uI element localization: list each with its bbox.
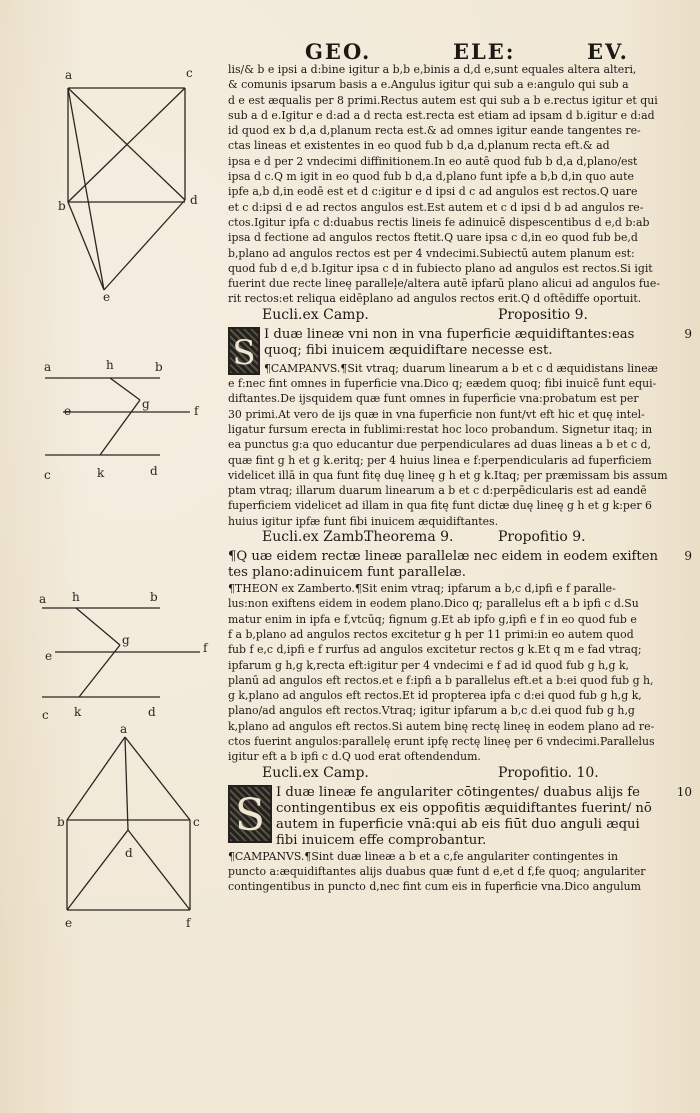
heading-theorem: Theorema 9.: [364, 529, 454, 546]
fig4-label-d: d: [125, 846, 133, 860]
fig3-label-c: c: [42, 708, 49, 722]
campanus-commentary-9: [228, 361, 668, 529]
text-line: matur enim in ipfa e f,vtcūq; fignum g.Et ab ipfo g,ipfi e f in eo quod fub e: [228, 612, 637, 626]
fig3-label-d: d: [148, 705, 156, 719]
text-line: quæ fint g h et g k.eritq; per 4 huius linea e f:perpendicularis ad fuperficiem: [228, 453, 652, 467]
text-line: ipfarum g h,g k,recta eft:igitur per 4 vndecimi e f ad id quod fub g h,g k,: [228, 658, 630, 672]
text-line: d e est æqualis per 8 primi.Rectus autem est qui sub a b e.rectus igitur et qui: [228, 93, 658, 107]
fig1-label-d: d: [190, 193, 198, 207]
proposition-line: quoq; fibi inuicem æquidiftare necesse est.: [264, 342, 553, 358]
text-line: ctos.Igitur ipfa c d:duabus rectis lineis fe adinuicē dispescentibus d e,d b:ab: [228, 215, 650, 229]
text-line: 30 primi.At vero de ijs quæ in vna fuperficie non funt/vt eft hic et quę intel-: [228, 407, 645, 421]
heading-proposition: Propofitio 9.: [498, 529, 586, 546]
proposition-10-campanus: [228, 784, 692, 849]
text-line: puncto a:æquidiftantes alijs duabus quæ funt d e,et d f,fe quoq; angulariter: [228, 864, 646, 878]
text-line: ipsa d c.Q m igit in eo quod fub b d,a d,plano funt ipfe a b,b d,in quo aute: [228, 170, 634, 184]
figure-4: [67, 737, 190, 910]
header-left: GEO.: [305, 39, 372, 64]
header-right: EV.: [587, 39, 629, 64]
text-line: ¶CAMPANVS.¶Sint duæ lineæ a b et a c,fe angulariter contingentes in: [228, 849, 619, 863]
proposition-line: I duæ lineæ fe angulariter cōtingentes/ duabus alijs fe: [276, 784, 640, 800]
fig2-label-b: b: [155, 360, 163, 374]
figure-1: [68, 88, 185, 290]
text-line: e f:nec fint omnes in fuperficie vna.Dico q; eædem quoq; fibi inuicē funt equi-: [228, 377, 657, 391]
proposition-9-zamberto: [228, 549, 692, 581]
intro-paragraph: [228, 62, 668, 307]
text-line: igitur eft a b ipfi c d.Q uod erat oftendendum.: [228, 750, 481, 764]
text-line: g k,plano ad angulos eft rectos.Et id propterea ipfa c d:ei quod fub g h,g k,: [228, 689, 642, 703]
text-line: quod fub d e,d b.Igitur ipsa c d in fubiecto plano ad angulos est rectos.Si igit: [228, 261, 653, 275]
text-line: ctos fuerint angulos:parallelę erunt ipfę rectę lineę per 6 vndecimi.Parallelus: [228, 734, 655, 748]
text-line: ipfe a,b d,in eodē est et d c:igitur e d ipsi d c ad angulos est rectos.Q uare: [228, 185, 638, 199]
margin-number: 9: [684, 549, 692, 564]
text-line: ligatur fursum erecta in fublimi:restat hoc loco probandum. Signetur itaq; in: [228, 422, 653, 436]
text-line: id quod ex b d,a d,planum recta est.& ad omnes igitur eande tangentes re-: [228, 124, 641, 138]
fig2-label-c: c: [44, 468, 51, 482]
text-line: lis/& b e ipsi a d:bine igitur a b,b e,binis a d,d e,sunt equales altera alteri,: [228, 63, 637, 76]
text-line: & comunis ipsarum basis a e.Angulus igitur qui sub a e:angulo qui sub a: [228, 78, 629, 92]
fig2-label-f: f: [194, 404, 199, 418]
fig1-label-b: b: [58, 199, 66, 213]
text-line: et c d:ipsi d e ad rectos angulos est.Est autem et c d ipsi d b ad angulos re-: [228, 200, 644, 214]
fig4-label-a: a: [120, 722, 128, 736]
heading-source: Eucli.ex Camp.: [262, 306, 369, 323]
section-heading-9-campanus: [228, 308, 668, 327]
fig3-label-h: h: [72, 590, 80, 604]
text-column: [228, 62, 692, 894]
figures-column: [0, 0, 230, 1113]
proposition-line: contingentibus ex eis oppofitis æquidiftantes fuerint/ nō: [276, 800, 652, 816]
text-line: fuperficiem videlicet ad illam in qua fitę funt dictæ duę lineę g h et g k:per 6: [228, 499, 652, 513]
fig3-label-g: g: [122, 633, 130, 647]
text-line: plano/ad angulos eft rectos.Vtraq; igitur ipfarum a b,c d.ei quod fub g h,g: [228, 704, 635, 718]
text-line: sub a d e.Igitur e d:ad a d recta est.recta est etiam ad ipsam d b.igitur e d:ad: [228, 108, 655, 122]
theon-commentary-9: [228, 581, 668, 765]
campanus-commentary-10: [228, 849, 668, 895]
fig2-label-h: h: [106, 358, 114, 372]
proposition-line: I duæ lineæ vni non in vna fuperficie æquidiftantes:eas: [264, 326, 635, 342]
text-line: rit rectos:et reliqua eidēplano ad angulos rectos erit.Q d oftēdiffe oportuit.: [228, 292, 642, 306]
fig3-label-e: e: [45, 649, 53, 663]
header-middle: ELE:: [453, 39, 516, 64]
fig3-label-k: k: [74, 705, 82, 719]
proposition-line: fibi inuicem effe comprobantur.: [276, 832, 487, 848]
text-line: b,plano ad angulos rectos est per 4 vndecimi.Subiectū autem planum est:: [228, 246, 635, 260]
heading-source: Eucli.ex Camp.: [262, 764, 369, 781]
fig2-label-d: d: [150, 464, 158, 478]
fig3-label-b: b: [150, 590, 158, 604]
margin-number: 9: [684, 326, 692, 341]
text-line: ea punctus g:a quo educantur due perpendiculares ad duas lineas a b et c d,: [228, 438, 651, 452]
text-line: k,plano ad angulos eft rectos.Si autem binę rectę lineę in eodem plano ad re-: [228, 719, 655, 733]
heading-proposition: [498, 766, 599, 781]
text-line: contingentibus in puncto d,nec fint cum eis in fuperficie vna.Dico angulum: [228, 880, 641, 894]
text-line: f a b,plano ad angulos rectos excitetur g h per 11 primi:in eo autem quod: [228, 627, 634, 641]
fig2-label-g: g: [142, 397, 150, 411]
heading-proposition-number: 10.: [576, 764, 599, 781]
heading-proposition-word: Propofitio.: [498, 764, 573, 781]
proposition-9-campanus: [228, 326, 692, 375]
fig1-label-a: a: [65, 68, 73, 82]
text-line: ipsa e d per 2 vndecimi diffinitionem.In eo autē quod fub b d,a d,plano/est: [228, 154, 638, 168]
figure-3: [42, 608, 200, 697]
text-line: huius igitur ipfæ funt fibi inuicem æquidiftantes.: [228, 514, 499, 528]
heading-proposition: Propositio 9.: [498, 306, 588, 323]
text-line: lus:non exiftens eidem in eodem plano.Dico q; parallelus eft a b ipfi c d.Su: [228, 597, 639, 611]
text-line: diftantes.De ijsquidem quæ funt omnes in fuperficie vna:probatum est per: [228, 392, 639, 406]
fig4-label-b: b: [57, 815, 65, 829]
dropcap-s: S: [228, 327, 260, 375]
fig4-label-c: c: [193, 815, 200, 829]
fig2-label-a: a: [44, 360, 52, 374]
fig2-label-e: e: [64, 404, 72, 418]
proposition-line: autem in fuperficie vnā:qui ab eis fiūt duo anguli æqui: [276, 816, 640, 832]
fig1-label-c: c: [186, 66, 193, 80]
fig3-label-f: f: [203, 641, 208, 655]
text-line: ctas lineas et existentes in eo quod fub b d,a d,planum recta eft.& ad: [228, 139, 610, 153]
dropcap-s: S: [228, 785, 272, 843]
section-heading-9-zamberto: [228, 530, 668, 549]
proposition-line: tes plano:adinuicem funt parallelæ.: [228, 565, 466, 581]
text-line: ¶THEON ex Zamberto.¶Sit enim vtraq; ipfarum a b,c d,ipfi e f paralle-: [228, 582, 616, 596]
heading-source: Eucli.ex Zamb.: [262, 529, 368, 546]
margin-number: 10: [676, 784, 692, 799]
text-line: videlicet illā in qua funt fitę duę lineę g h et g k.Itaq; per præmissam bis assum: [228, 468, 668, 482]
fig3-label-a: a: [39, 592, 47, 606]
text-line: fuerint due recte lineę paralleļe/altera autē ipfarū plano alicui ad angulos fue-: [228, 277, 661, 291]
text-line: ipsa d fectione ad angulos rectos ftetit.Q uare ipsa c d,in eo quod fub be,d: [228, 231, 638, 245]
text-line: ptam vtraq; illarum duarum linearum a b et c d:perpēdicularis est ad eandē: [228, 484, 647, 498]
text-line: planū ad angulos eft rectos.et e f:ipfi a b parallelus eft.et a b:ei quod fub g h,: [228, 673, 654, 687]
proposition-line: ¶Q uæ eidem rectæ lineæ parallelæ nec eidem in eodem exiften: [228, 549, 659, 565]
fig2-label-k: k: [97, 466, 105, 480]
figure-diagrams: [0, 0, 230, 1113]
section-heading-10-campanus: [228, 766, 668, 785]
fig4-label-f: f: [186, 916, 191, 930]
fig1-label-e: e: [103, 290, 111, 304]
fig4-label-e: e: [65, 916, 73, 930]
text-line: ¶CAMPANVS.¶Sit vtraq; duarum linearum a b et c d æquidistans lineæ: [264, 361, 658, 375]
text-line: fub f e,c d,ipfi e f rurfus ad angulos excitetur rectos g k.Et q m e fad vtraq;: [228, 643, 642, 657]
